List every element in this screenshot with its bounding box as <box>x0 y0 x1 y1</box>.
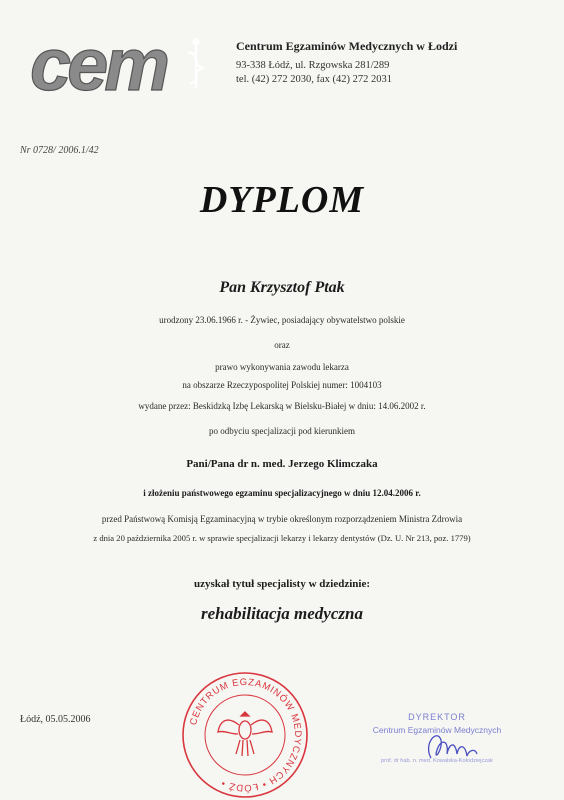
and-line: oraz <box>274 340 290 350</box>
seal-text: CENTRUM EGZAMINÓW MEDYCZNYCH • ŁÓDŹ • <box>188 676 304 794</box>
director-stamp <box>345 710 530 770</box>
license-line-1: prawo wykonywania zawodu lekarza <box>215 362 349 372</box>
issued-line: wydane przez: Beskidzką Izbę Lekarską w Bielsku-Białej w dniu: 14.06.2002 r. <box>138 401 426 411</box>
institution-phone: tel. (42) 272 2030, fax (42) 272 2031 <box>236 74 393 85</box>
place-date: Łódź, 05.05.2006 <box>20 714 91 725</box>
stamp-name: prof. dr hab. n. med. Kowalska-Kołodziejczak <box>381 758 493 764</box>
commission-line-1: przed Państwową Komisją Egzaminacyjną w trybie określonym rozporządzeniem Ministra Zdrowia <box>101 514 463 524</box>
license-line-2: na obszarze Rzeczypospolitej Polskiej numer: 1004103 <box>182 380 382 390</box>
caduceus-icon <box>188 40 204 89</box>
birth-line: urodzony 23.06.1966 r. - Żywiec, posiadający obywatelstwo polskie <box>159 315 405 325</box>
institution-name: Centrum Egzaminów Medycznych w Łodzi <box>236 39 458 53</box>
official-seal <box>180 670 310 800</box>
specialty-name: rehabilitacja medyczna <box>201 604 363 623</box>
recipient-name: Pan Krzysztof Ptak <box>219 279 345 296</box>
exam-line: i złożeniu państwowego egzaminu specjalizacyjnego w dniu 12.04.2006 r. <box>143 488 421 498</box>
mentor-name: Pani/Pana dr n. med. Jerzego Klimczaka <box>186 458 378 470</box>
signature-icon <box>429 736 477 758</box>
title-obtained-line: uzyskał tytuł specjalisty w dziedzinie: <box>194 578 370 590</box>
commission-line-2: z dnia 20 października 2005 r. w sprawie specjalizacji lekarzy i lekarzy dentystów (Dz. U. Nr 213, poz. 1779) <box>93 533 471 543</box>
cem-logo <box>28 30 218 100</box>
stamp-org: Centrum Egzaminów Medycznych <box>372 725 502 735</box>
eagle-emblem-icon <box>218 712 272 756</box>
specialization-line: po odbyciu specjalizacji pod kierunkiem <box>209 426 355 436</box>
document-title: DYPLOM <box>199 179 365 221</box>
institution-address: 93-338 Łódź, ul. Rzgowska 281/289 <box>236 60 390 71</box>
document-number: Nr 0728/ 2006.1/42 <box>20 145 99 156</box>
logo-text: cem <box>30 30 167 100</box>
stamp-role: DYREKTOR <box>408 712 466 722</box>
